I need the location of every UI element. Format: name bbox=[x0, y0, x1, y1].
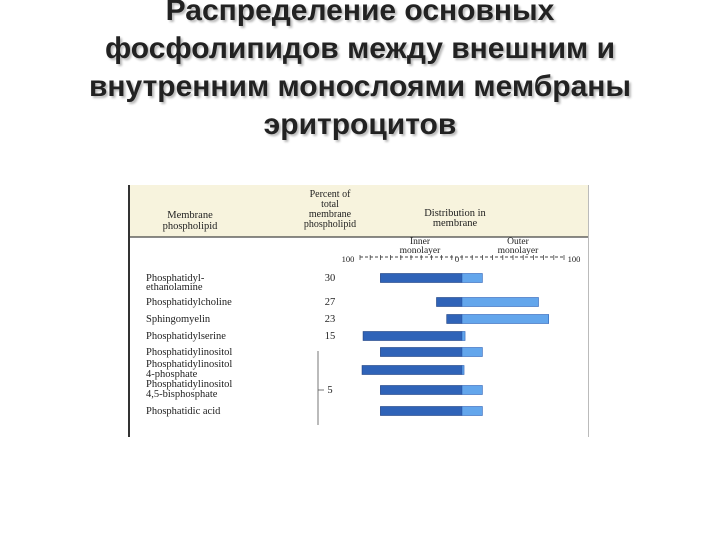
header-col3-line-1: membrane bbox=[432, 218, 478, 229]
inner-bar-7 bbox=[380, 407, 462, 416]
row-name-4-0: Phosphatidylinositol bbox=[146, 347, 233, 358]
header-col1-line-0: Membrane bbox=[167, 210, 213, 221]
title-line-2: фосфолипидов между внешним и bbox=[104, 32, 616, 65]
title-line-4: эритроцитов bbox=[263, 108, 457, 141]
phospholipid-distribution-chart bbox=[128, 185, 589, 437]
axis-left-end-label: 100 bbox=[341, 254, 355, 264]
axis-right-end-label: 100 bbox=[567, 254, 581, 264]
row-percent-2: 23 bbox=[324, 314, 336, 325]
row-name-0-0: Phosphatidyl- bbox=[146, 273, 205, 284]
axis-right-label-line-1: monolayer bbox=[497, 246, 539, 256]
row-name-5-0: Phosphatidylinositol bbox=[146, 359, 233, 370]
axis-left-label-line-1: monolayer bbox=[399, 246, 441, 256]
row-name-2-0: Sphingomyelin bbox=[146, 314, 211, 325]
inner-bar-5 bbox=[362, 366, 462, 375]
outer-bar-5 bbox=[462, 366, 464, 375]
row-name-6-1: 4,5-bisphosphate bbox=[146, 389, 218, 400]
inner-bar-2 bbox=[447, 315, 462, 324]
row-name-7-0: Phosphatidic acid bbox=[146, 406, 221, 417]
outer-bar-1 bbox=[462, 298, 539, 307]
header-col2-line-0: Percent of bbox=[309, 189, 351, 200]
row-percent-0: 30 bbox=[324, 273, 336, 284]
row-percent-6: 5 bbox=[327, 385, 333, 396]
outer-bar-0 bbox=[462, 274, 482, 283]
inner-bar-6 bbox=[380, 386, 462, 395]
row-percent-3: 15 bbox=[324, 331, 336, 342]
inner-bar-1 bbox=[437, 298, 463, 307]
row-percent-1: 27 bbox=[324, 297, 336, 308]
row-name-0-1: ethanolamine bbox=[146, 282, 203, 293]
title-line-3: внутренним монослоями мембраны bbox=[88, 70, 631, 103]
inner-bar-3 bbox=[363, 332, 462, 341]
inner-bar-4 bbox=[380, 348, 462, 357]
outer-bar-2 bbox=[462, 315, 549, 324]
header-col2-line-3: phospholipid bbox=[303, 219, 357, 230]
header-col1-line-1: phospholipid bbox=[162, 221, 218, 232]
slide-title bbox=[40, 0, 680, 144]
title-line-1: Распределение основных bbox=[165, 0, 555, 27]
axis-left-label-line-0: Inner bbox=[409, 237, 431, 247]
inner-bar-0 bbox=[380, 274, 462, 283]
outer-bar-6 bbox=[462, 386, 482, 395]
axis-center-label: 0 bbox=[454, 254, 460, 264]
axis-right-label-line-0: Outer bbox=[507, 237, 529, 247]
row-name-6-0: Phosphatidylinositol bbox=[146, 379, 233, 390]
outer-bar-7 bbox=[462, 407, 482, 416]
header-col2-line-2: membrane bbox=[308, 209, 352, 220]
header-col2-line-1: total bbox=[321, 199, 339, 210]
outer-bar-3 bbox=[462, 332, 465, 341]
row-name-1-0: Phosphatidylcholine bbox=[146, 297, 232, 308]
outer-bar-4 bbox=[462, 348, 482, 357]
row-name-3-0: Phosphatidylserine bbox=[146, 331, 226, 342]
row-name-5-1: 4-phosphate bbox=[146, 369, 198, 380]
header-col3-line-0: Distribution in bbox=[424, 208, 486, 219]
